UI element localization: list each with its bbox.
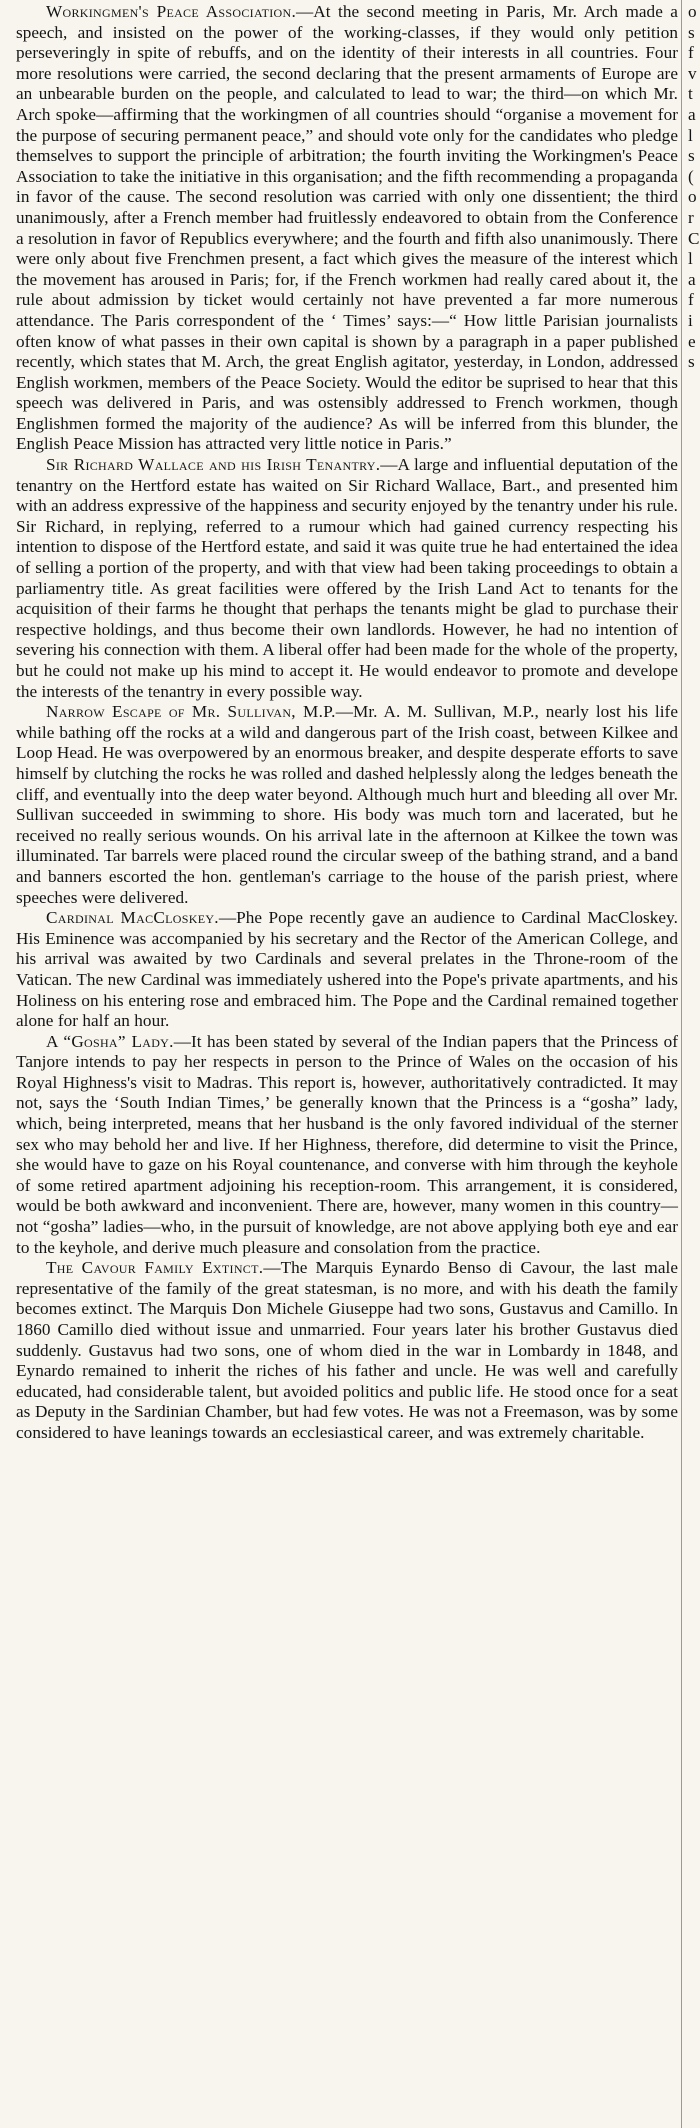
article-sullivan-escape <box>16 702 678 908</box>
article-wallace-tenantry <box>16 455 678 702</box>
article-body: —Phe Pope recently gave an audience to Cardinal MacCloskey. His Eminence was accompanied by his secretary and the Rector of the American College, and his arrival was awaited by two Cardinals and several prelates in the Throne-room of the Vatican. The new Cardinal was immediately ushered into the Pope's private apartments, and his Holiness on his entering rose and embraced him. The Pope and the Cardinal remained together alone for half an hour. <box>16 908 678 1031</box>
article-heading: Workingmen's Peace Association. <box>46 2 297 21</box>
article-body: —Mr. A. M. Sullivan, M.P., nearly lost his life while bathing off the rocks at a wild and dangerous part of the Irish coast, between Kilkee and Loop Head. He was overpowered by an enormous breaker, and despite desperate efforts to save himself by clutching the rocks he was rolled and dashed helplessly along the ledges beneath the cliff, and eventually into the deep water beyond. Although much hurt and bleeding all over Mr. Sullivan succeeded in swimming to shore. His body was much torn and lacerated, but he received no really serious wounds. On his arrival late in the afternoon at Kilkee the town was illuminated. Tar barrels were placed round the circular sweep of the bathing strand, and a band and banners escorted the hon. gentleman's carriage to the house of the parish priest, where speeches were delivered. <box>16 702 678 907</box>
fragment-char: C <box>688 228 700 248</box>
fragment-char: t <box>688 84 693 104</box>
fragment-char: r <box>688 207 694 227</box>
article-heading: Cardinal MacCloskey. <box>46 908 219 928</box>
article-peace-association <box>16 2 678 455</box>
article-heading: A “Gosha” Lady. <box>46 1031 174 1051</box>
adjacent-column-fragment <box>688 2 700 373</box>
fragment-char: a <box>688 269 696 289</box>
article-gosha-lady <box>16 1032 678 1259</box>
article-cardinal-maccloskey <box>16 908 678 1032</box>
article-heading: Sir Richard Wallace and his Irish Tenantry. <box>46 455 381 475</box>
fragment-char: l <box>688 125 693 145</box>
fragment-char: v <box>688 63 697 83</box>
column-rule <box>681 0 682 2128</box>
article-heading: The Cavour Family Extinct. <box>46 1258 264 1278</box>
fragment-char: f <box>688 290 694 310</box>
fragment-char: f <box>688 43 694 63</box>
article-heading: Narrow Escape of Mr. Sullivan, M.P. <box>46 702 336 722</box>
article-body: —The Marquis Eynardo Benso di Cavour, the last male representative of the family of the great statesman, is no more, and with his death the family becomes extinct. The Marquis Don Michele Giuseppe had two sons, Gustavus and Camillo. In 1860 Camillo died without issue and unmarried. Four years later his brother Gustavus died suddenly. Gustavus had two sons, one of whom died in the war in Lombardy in 1848, and Eynardo remained to inherit the riches of his father and uncle. He was well and carefully educated, had considerable talent, but avoided politics and public life. He stood once for a seat as Deputy in the Sardinian Chamber, but had few votes. He was not a Freemason, was by some considered to have leanings towards an ecclesiastical career, and was extremely charitable. <box>16 1258 679 1442</box>
fragment-char: o <box>688 187 697 207</box>
article-body: —It has been stated by several of the Indian papers that the Princess of Tanjore intends to pay her respects in person to the Prince of Wales on the occasion of his Royal Highness's visit to Madras. This report is, however, authoritatively contradicted. It may not, says the ‘South Indian Times,’ be generally known that the Princess is a “gosha” lady, which, being interpreted, means that her husband is the only favored individual of the sterner sex who may behold her and live. If her Highness, therefore, did determine to visit the Prince, she would have to gaze on his Royal countenance, and converse with him through the keyhole of some retired apartment adjoining his reception-room. This arrangement, it is considered, would be both awkward and inconvenient. There are, however, many women in this country—not “gosha” ladies—who, in the pursuit of knowledge, are not above applying both eye and ear to the keyhole, and derive much pleasure and consolation from the practice. <box>16 1031 678 1257</box>
fragment-char: s <box>688 352 695 372</box>
article-body: —At the second meeting in Paris, Mr. Arch made a speech, and insisted on the power of the working-classes, if they would only petition perseveringly in spite of rebuffs, and on the identity of their interests in all countries. Four more resolutions were carried, the second declaring that the present armaments of Europe are an unbearable burden on the people, and calculated to lead to war; the third—on which Mr. Arch spoke—affirming that the workingmen of all countries should “organise a movement for the purpose of securing permanent peace,” and should vote only for the candidates who pledge themselves to support the principle of arbitration; the fourth inviting the Workingmen's Peace Association to take the initiative in this organisation; and the fifth recommending a propaganda in favor of the cause. The second resolution was carried with only one dissentient; the third unanimously, after a French member had fruitlessly endeavored to obtain from the Conference a resolution in favor of Republics everywhere; and the fourth and fifth also unanimously. There were only about five Frenchmen present, a fact which gives the measure of the interest which the movement has aroused in Paris; for, if the French workmen had really cared about it, the rule about admission by ticket would certainly not have prevented a far more numerous attendance. The Paris correspondent of the ‘ Times’ says:—“ How little Parisian journalists often know of what passes in their own capital is shown by a paragraph in a paper published recently, which states that M. Arch, the great English agitator, yesterday, in London, addressed English workmen, members of the Peace Society. Would the editor be suprised to hear that this speech was delivered in Paris, and was ostensibly addressed to French workmen, though Englishmen formed the majority of the audience? As will be inferred from this blunder, the English Peace Mission has attracted very little notice in Paris.” <box>16 2 678 454</box>
fragment-char: l <box>688 249 693 269</box>
fragment-char: e <box>688 331 696 351</box>
fragment-char: o <box>688 2 697 21</box>
fragment-char: i <box>688 310 693 330</box>
fragment-char: s <box>688 22 695 42</box>
article-body: —A large and influential deputation of the tenantry on the Hertford estate has waited on Sir Richard Wallace, Bart., and presented him with an address expressive of the happiness and security enjoyed by the tenantry under his rule. Sir Richard, in replying, referred to a rumour which had gained currency respecting his intention to dispose of the Hertford estate, and said it was quite true he had entertained the idea of selling a portion of the property, and with that view had been taking proceedings to obtain a parliamentry title. As great facilities were offered by the Irish Land Act to tenants for the acquisition of their farms he thought that perhaps the tenants might be glad to purchase their respective holdings, and thus become their own landlords. However, he had no intention of severing his connection with them. A liberal offer had been made for the whole of the property, but he could not make up his mind to accept it. He would endeavor to promote and develope the interests of the tenantry in every possible way. <box>16 455 678 701</box>
article-cavour-family <box>16 1258 678 1443</box>
fragment-char: ( <box>688 166 694 186</box>
fragment-char: a <box>688 104 696 124</box>
article-column <box>16 2 678 1444</box>
fragment-char: s <box>688 146 695 166</box>
